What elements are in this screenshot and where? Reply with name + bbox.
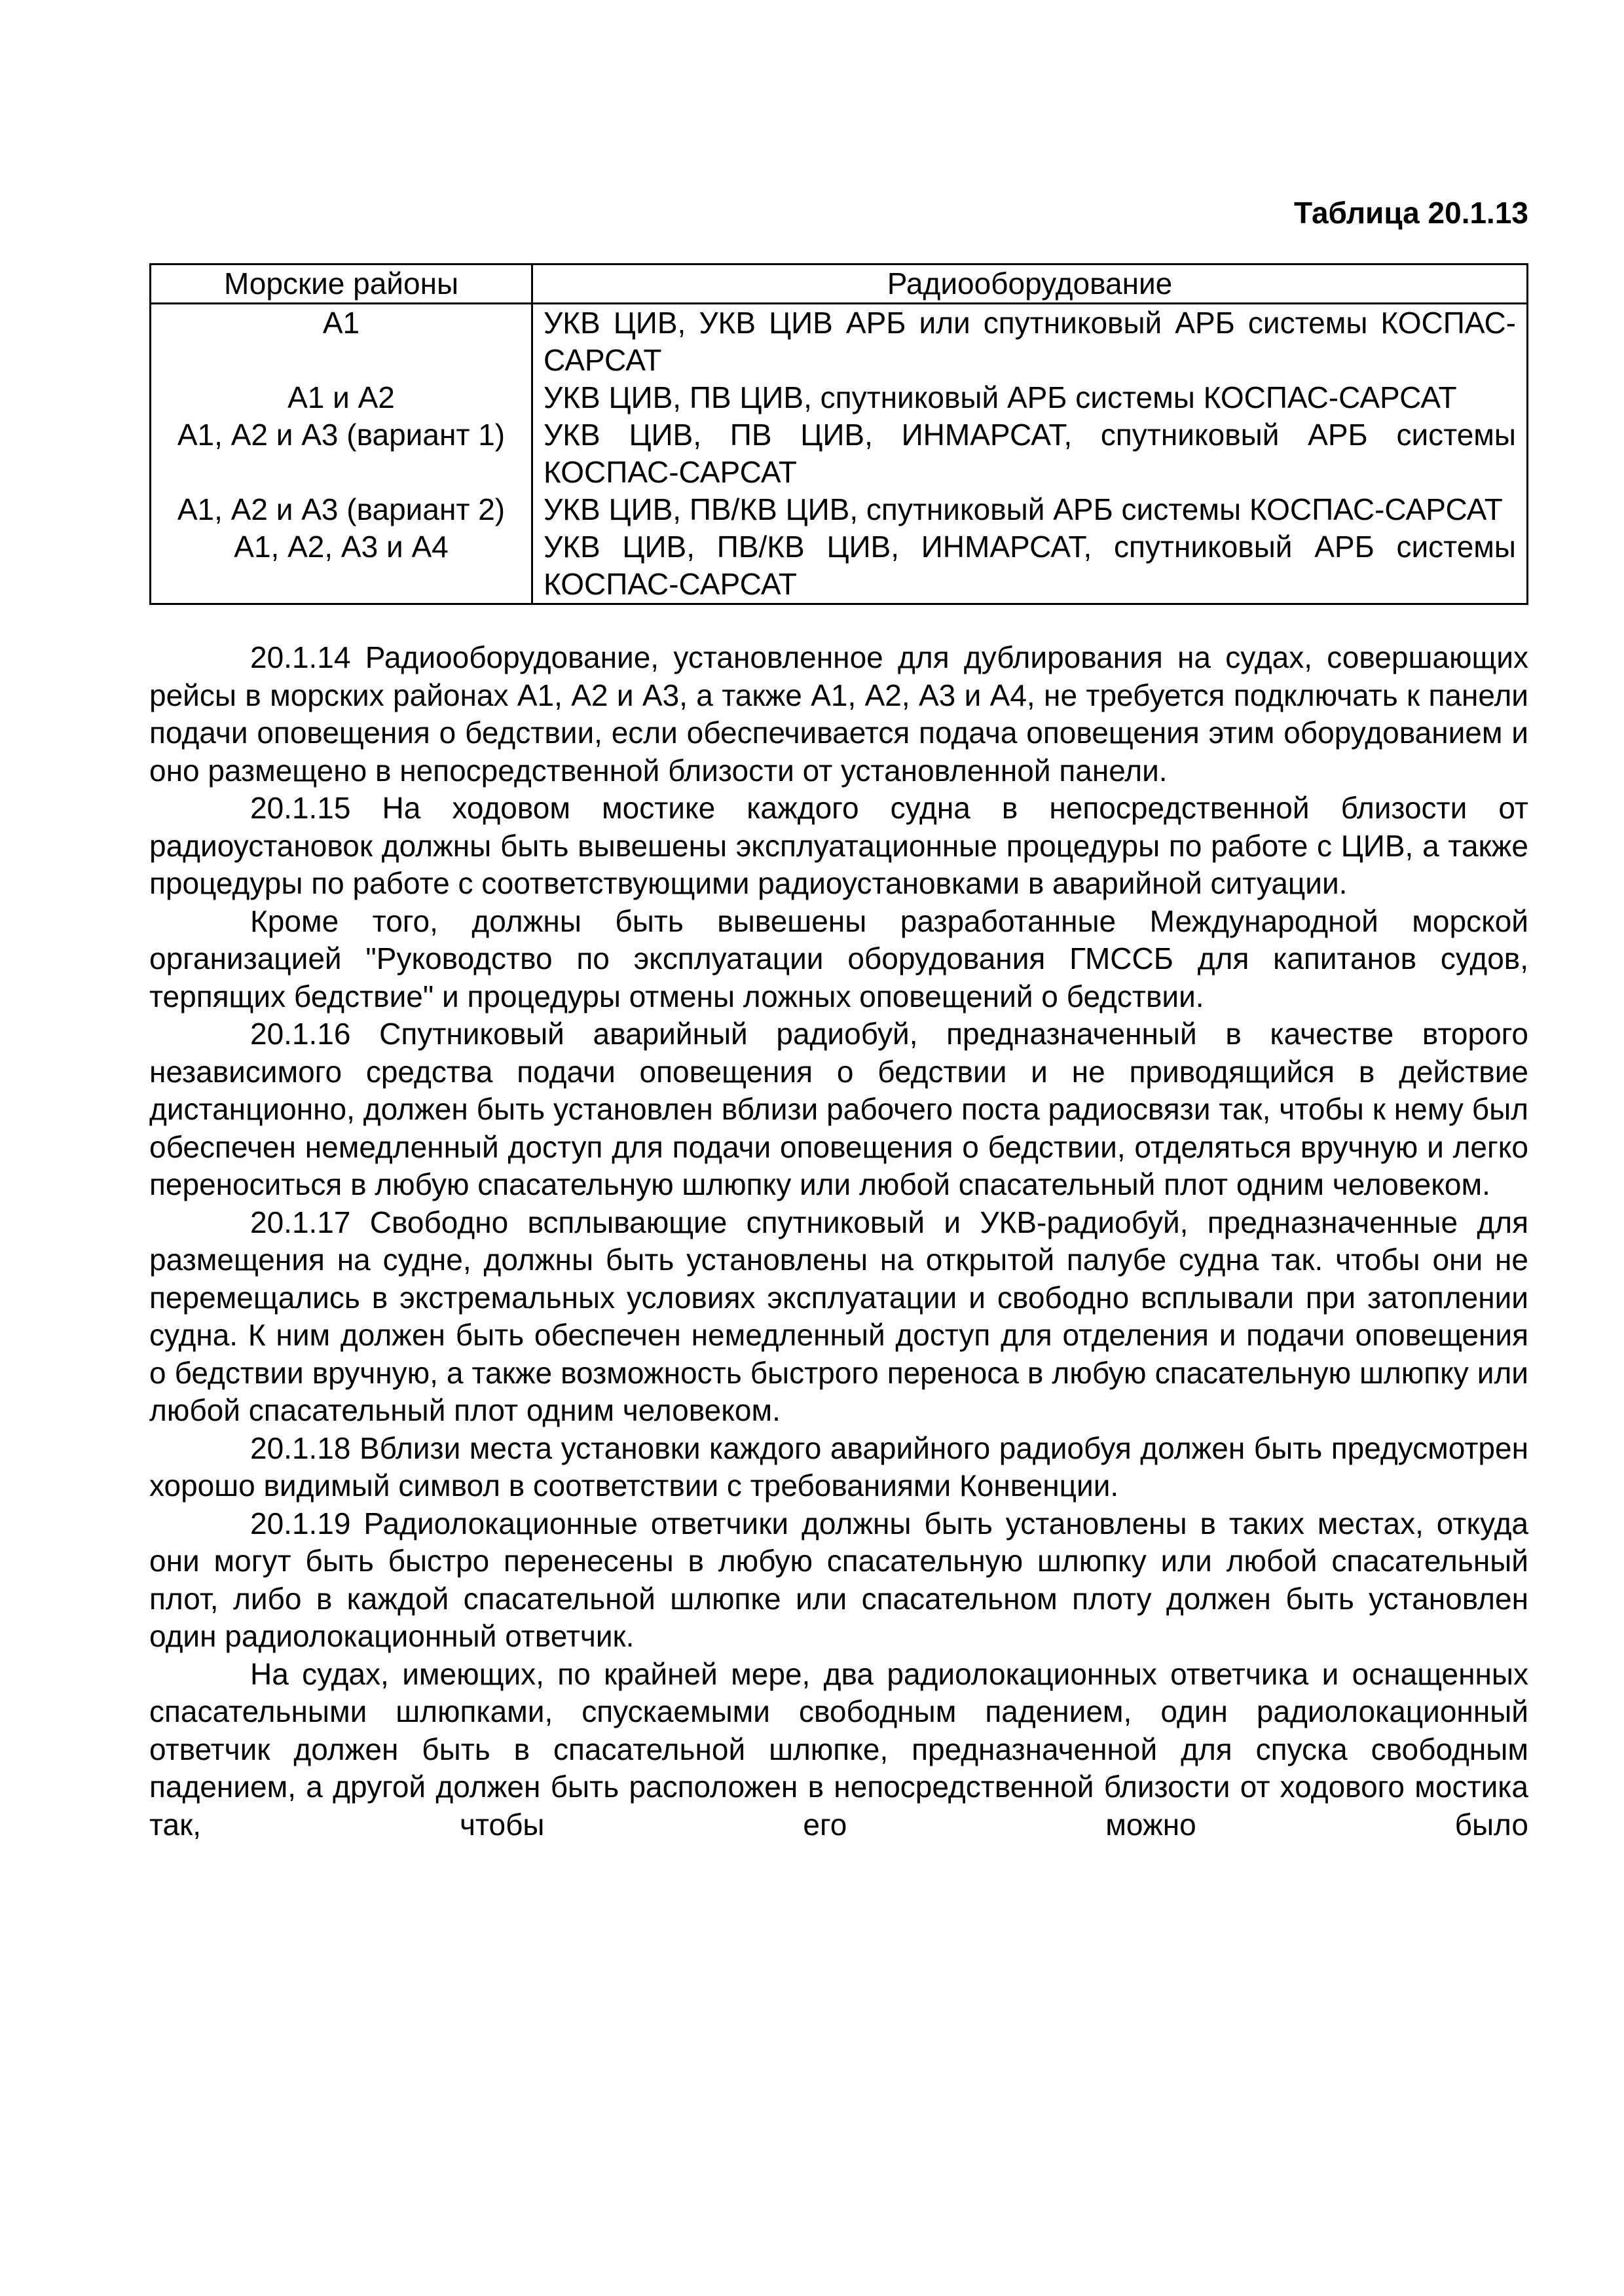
table-row — [151, 416, 1528, 491]
paragraph-20-1-15: 20.1.15 На ходовом мостике каждого судна в непосредственной близости от радиоустановок должны быть вывешены эксплуатационные процедуры по работе с ЦИВ, а также процедуры по работе с соответствующими радиоустановками в аварийной ситуации. — [149, 791, 1528, 900]
cell-radio-equipment: УКВ ЦИВ, ПВ/КВ ЦИВ, ИНМАРСАТ, спутниковый АРБ системы КОСПАС-САРСАТ — [532, 528, 1528, 604]
body-text — [149, 639, 1528, 1844]
cell-sea-area: А1 и А2 — [151, 379, 532, 416]
paragraph-imo-guidance: Кроме того, должны быть вывешены разработанные Международной морской организацией "Руководство по эксплуатации оборудования ГМССБ для капитанов судов, терпящих бедствие" и процедуры отмены ложных оповещений о бедствии. — [149, 903, 1528, 1013]
table-row — [151, 491, 1528, 528]
table-caption: Таблица 20.1.13 — [1294, 196, 1528, 230]
cell-sea-area: А1, А2 и А3 (вариант 1) — [151, 416, 532, 491]
table-row — [151, 304, 1528, 380]
paragraph-20-1-18: 20.1.18 Вблизи места установки каждого аварийного радиобуя должен быть предусмотрен хорошо видимый символ в соответствии с требованиями Конвенции. — [149, 1430, 1528, 1503]
paragraph-free-fall-sart: На судах, имеющих, по крайней мере, два радиолокационных ответчика и оснащенных спасательными шлюпками, спускаемыми свободным падением, один радиолокационный ответчик должен быть в спасательной шлюпке, предназначенной для спуска свободным падением, а другой должен быть расположен в непосредственной близости от ходового мостика так, чтобы его можно было — [149, 1656, 1528, 1842]
cell-radio-equipment: УКВ ЦИВ, ПВ ЦИВ, спутниковый АРБ системы КОСПАС-САРСАТ — [532, 379, 1528, 416]
cell-sea-area: А1 — [151, 304, 532, 380]
paragraph-20-1-17: 20.1.17 Свободно всплывающие спутниковый и УКВ-радиобуй, предназначенные для размещения на судне, должны быть установлены на открытой палубе судна так. чтобы они не перемещались в экстремальных условиях эксплуатации и свободно всплывали при затоплении судна. К ним должен быть обеспечен немедленный доступ для отделения и подачи оповещения о бедствии вручную, а также возможность быстрого переноса в любую спасательную шлюпку или любой спасательный плот одним человеком. — [149, 1205, 1528, 1427]
document-page — [149, 190, 1528, 1844]
header-radio-equipment: Радиооборудование — [532, 264, 1528, 304]
equipment-table — [149, 263, 1528, 605]
cell-radio-equipment: УКВ ЦИВ, ПВ/КВ ЦИВ, спутниковый АРБ системы КОСПАС-САРСАТ — [532, 491, 1528, 528]
cell-radio-equipment: УКВ ЦИВ, УКВ ЦИВ АРБ или спутниковый АРБ системы КОСПАС-САРСАТ — [532, 304, 1528, 380]
table-row — [151, 379, 1528, 416]
paragraph-20-1-19: 20.1.19 Радиолокационные ответчики должны быть установлены в таких местах, откуда они могут быть быстро перенесены в любую спасательную шлюпку или любой спасательный плот, либо в каждой спасательной шлюпке или спасательном плоту должен быть установлен один радиолокационный ответчик. — [149, 1506, 1528, 1653]
paragraph-20-1-14: 20.1.14 Радиооборудование, установленное для дублирования на судах, совершающих рейсы в морских районах А1, А2 и А3, а также А1, А2, А3 и А4, не требуется подключать к панели подачи оповещения о бедствии, если обеспечивается подача оповещения этим оборудованием и оно размещено в непосредственной близости от установленной панели. — [149, 640, 1528, 788]
paragraph-20-1-16: 20.1.16 Спутниковый аварийный радиобуй, предназначенный в качестве второго независимого средства подачи оповещения о бедствии и не приводящийся в действие дистанционно, должен быть установлен вблизи рабочего поста радиосвязи так, чтобы к нему был обеспечен немедленный доступ для подачи оповещения о бедствии, отделяться вручную и легко переноситься в любую спасательную шлюпку или любой спасательный плот одним человеком. — [149, 1017, 1528, 1201]
cell-sea-area: А1, А2, А3 и А4 — [151, 528, 532, 604]
cell-sea-area: А1, А2 и А3 (вариант 2) — [151, 491, 532, 528]
cell-radio-equipment: УКВ ЦИВ, ПВ ЦИВ, ИНМАРСАТ, спутниковый АРБ системы КОСПАС-САРСАТ — [532, 416, 1528, 491]
table-header-row — [151, 264, 1528, 304]
table-row — [151, 528, 1528, 604]
header-sea-areas: Морские районы — [151, 264, 532, 304]
